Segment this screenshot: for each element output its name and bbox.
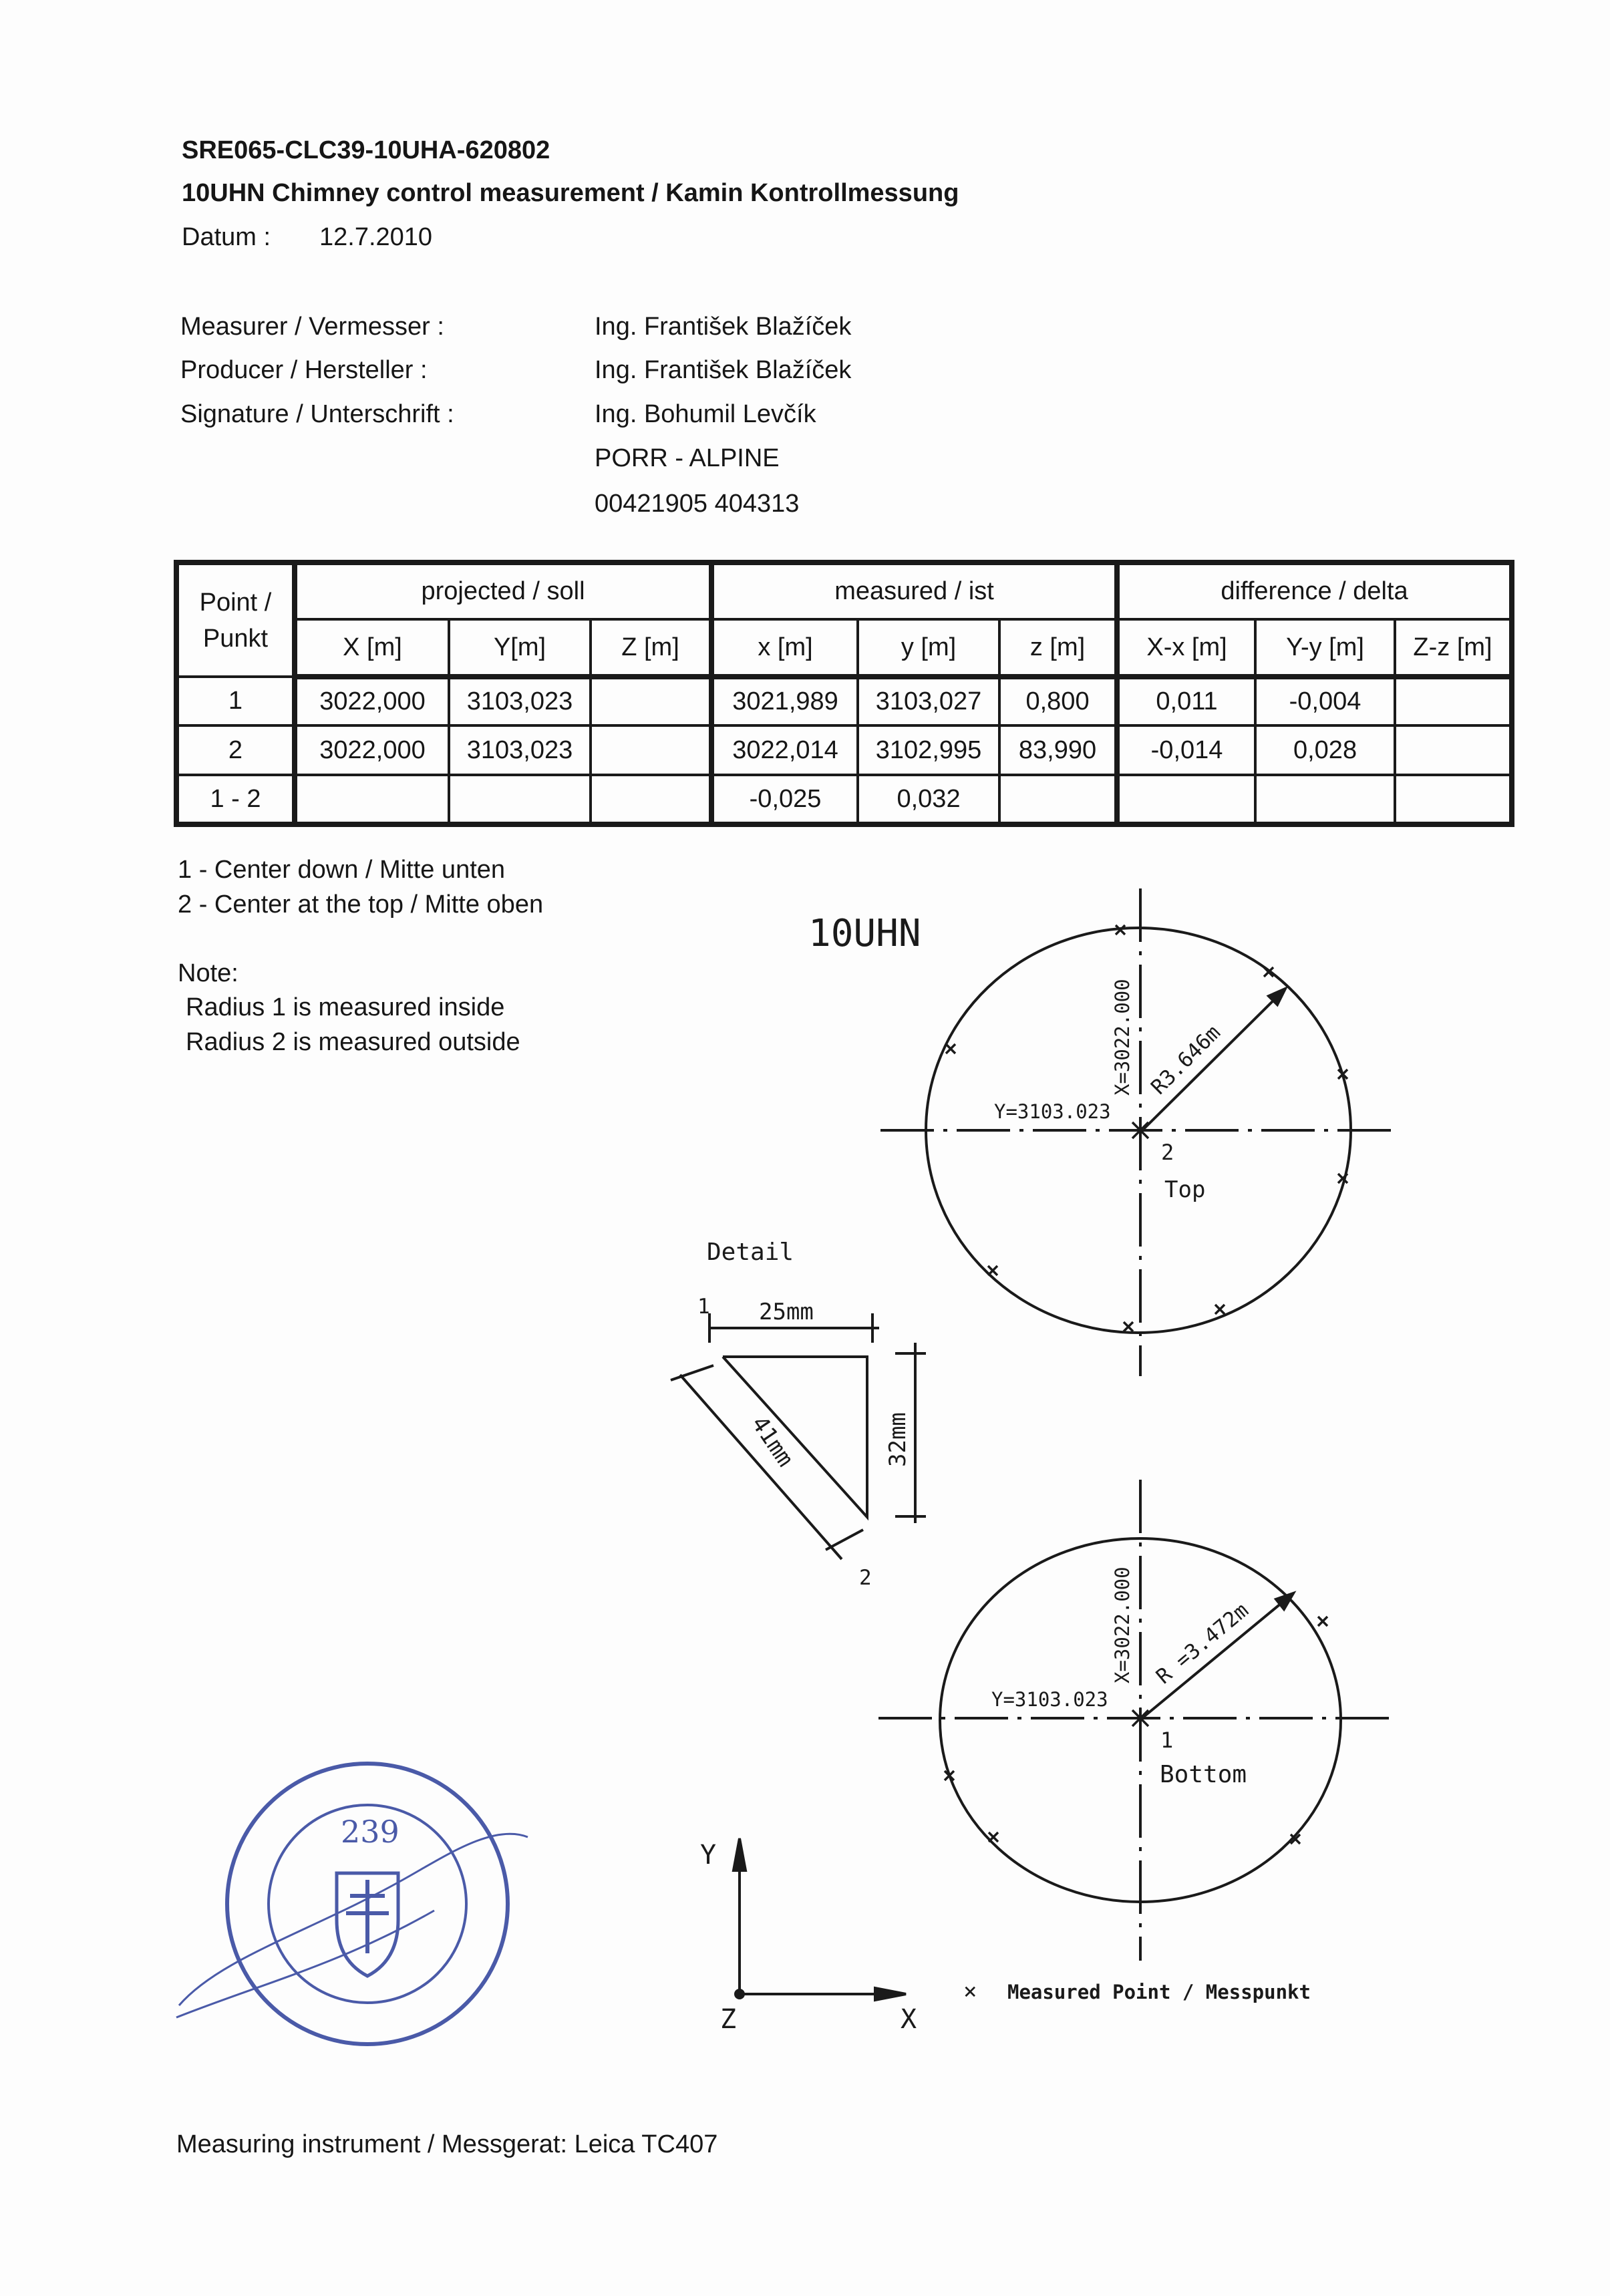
column-header: Z [m] (591, 619, 711, 677)
bottom-label: Bottom (1160, 1761, 1247, 1788)
table-cell: 0,011 (1117, 677, 1255, 725)
table-cell: 2 (176, 725, 295, 775)
bottom-x-label: X=3022.000 (1111, 1567, 1134, 1683)
detail-dim-diagonal (680, 1375, 842, 1559)
top-y-label: Y=3103.023 (994, 1100, 1111, 1123)
table-cell: 83,990 (999, 725, 1117, 775)
stamp-number: 239 (341, 1814, 399, 1850)
column-header: Y[m] (449, 619, 591, 677)
column-header: Y-y [m] (1255, 619, 1395, 677)
column-header: y [m] (858, 619, 999, 677)
measured-point-marker (1215, 1305, 1225, 1314)
measured-point-marker (988, 1266, 997, 1275)
note-line-1: Radius 1 is measured inside (186, 993, 505, 1021)
signature-value: Ing. Bohumil Levčík (595, 400, 816, 428)
projected-group-header: projected / soll (295, 562, 711, 619)
chimney-name: 10UHN (808, 912, 921, 955)
document-code: SRE065-CLC39-10UHA-620802 (182, 136, 550, 164)
note-title: Note: (178, 959, 238, 987)
detail-diagonal-dimension: 41mm (746, 1411, 799, 1472)
top-center-star (1130, 1120, 1151, 1141)
legend-marker-icon: × (963, 1978, 977, 2005)
table-cell: -0,025 (711, 775, 858, 824)
table-cell: 3103,023 (449, 725, 591, 775)
measured-point-legend: Measured Point / Messpunkt (1007, 1981, 1311, 2003)
table-cell: 3021,989 (711, 677, 858, 725)
table-cell: -0,014 (1117, 725, 1255, 775)
column-header: Z-z [m] (1395, 619, 1512, 677)
table-cell: 0,032 (858, 775, 999, 824)
detail-title: Detail (707, 1239, 794, 1266)
measured-point-marker (1318, 1617, 1327, 1626)
table-cell: 3022,000 (295, 725, 449, 775)
phone-number: 00421905 404313 (595, 490, 800, 518)
y-axis-label: Y (700, 1840, 717, 1870)
table-cell: 3102,995 (858, 725, 999, 775)
table-cell: 3022,000 (295, 677, 449, 725)
column-header: z [m] (999, 619, 1117, 677)
measured-point-marker (1124, 1322, 1133, 1331)
table-cell: 3022,014 (711, 725, 858, 775)
bottom-point-number: 1 (1160, 1728, 1174, 1753)
top-radius-label: R3.646m (1146, 1020, 1226, 1100)
top-point-number: 2 (1161, 1140, 1174, 1165)
date-label: Datum : (182, 223, 271, 251)
detail-point-1: 1 (697, 1295, 710, 1319)
detail-point-2: 2 (859, 1566, 872, 1590)
company-name: PORR - ALPINE (595, 444, 780, 472)
table-cell: 0,800 (999, 677, 1117, 725)
note-line-2: Radius 2 is measured outside (186, 1028, 520, 1056)
measured-points-bottom (945, 1617, 1327, 1844)
z-axis-origin (736, 1990, 744, 1998)
measured-group-header: measured / ist (711, 562, 1117, 619)
measurer-label: Measurer / Vermesser : (180, 313, 444, 341)
point-column-header: Point / Punkt (176, 562, 295, 677)
x-axis-label: X (901, 2004, 917, 2035)
document-title: 10UHN Chimney control measurement / Kamin Kontrollmessung (182, 179, 959, 207)
table-cell: 0,028 (1255, 725, 1395, 775)
signature-scribble (179, 1834, 528, 2005)
top-x-label: X=3022.000 (1111, 979, 1134, 1096)
difference-group-header: difference / delta (1117, 562, 1512, 619)
point-legend-2: 2 - Center at the top / Mitte oben (178, 890, 544, 919)
measurer-value: Ing. František Blažíček (595, 313, 852, 341)
producer-label: Producer / Hersteller : (180, 356, 428, 384)
table-cell: 3103,027 (858, 677, 999, 725)
producer-value: Ing. František Blažíček (595, 356, 852, 384)
x-axis-arrow (875, 1988, 906, 2000)
detail-vertical-dimension: 32mm (884, 1412, 911, 1467)
bottom-center-star (1130, 1707, 1151, 1729)
bottom-radius-line (1144, 1593, 1293, 1717)
measuring-instrument: Measuring instrument / Messgerat: Leica TC407 (176, 2130, 718, 2158)
point-legend-1: 1 - Center down / Mitte unten (178, 856, 506, 884)
detail-triangle (723, 1357, 867, 1517)
bottom-y-label: Y=3103.023 (991, 1688, 1108, 1711)
column-header: X [m] (295, 619, 449, 677)
column-header: X-x [m] (1117, 619, 1255, 677)
surveyor-stamp (176, 1764, 528, 2044)
top-radius-line (1144, 989, 1285, 1129)
table-cell: -0,004 (1255, 677, 1395, 725)
y-axis-arrow (734, 1838, 746, 1870)
measured-point-marker (946, 1044, 955, 1053)
date-value: 12.7.2010 (319, 223, 433, 251)
z-axis-label: Z (720, 2004, 737, 2035)
column-header: x [m] (711, 619, 858, 677)
top-label: Top (1164, 1176, 1206, 1203)
bottom-radius-label: R =3.472m (1152, 1598, 1253, 1689)
table-cell: 1 - 2 (176, 775, 295, 824)
detail-horizontal-dimension: 25mm (759, 1299, 814, 1325)
table-cell: 1 (176, 677, 295, 725)
signature-label: Signature / Unterschrift : (180, 400, 454, 428)
table-cell: 3103,023 (449, 677, 591, 725)
measured-point-marker (989, 1832, 998, 1842)
